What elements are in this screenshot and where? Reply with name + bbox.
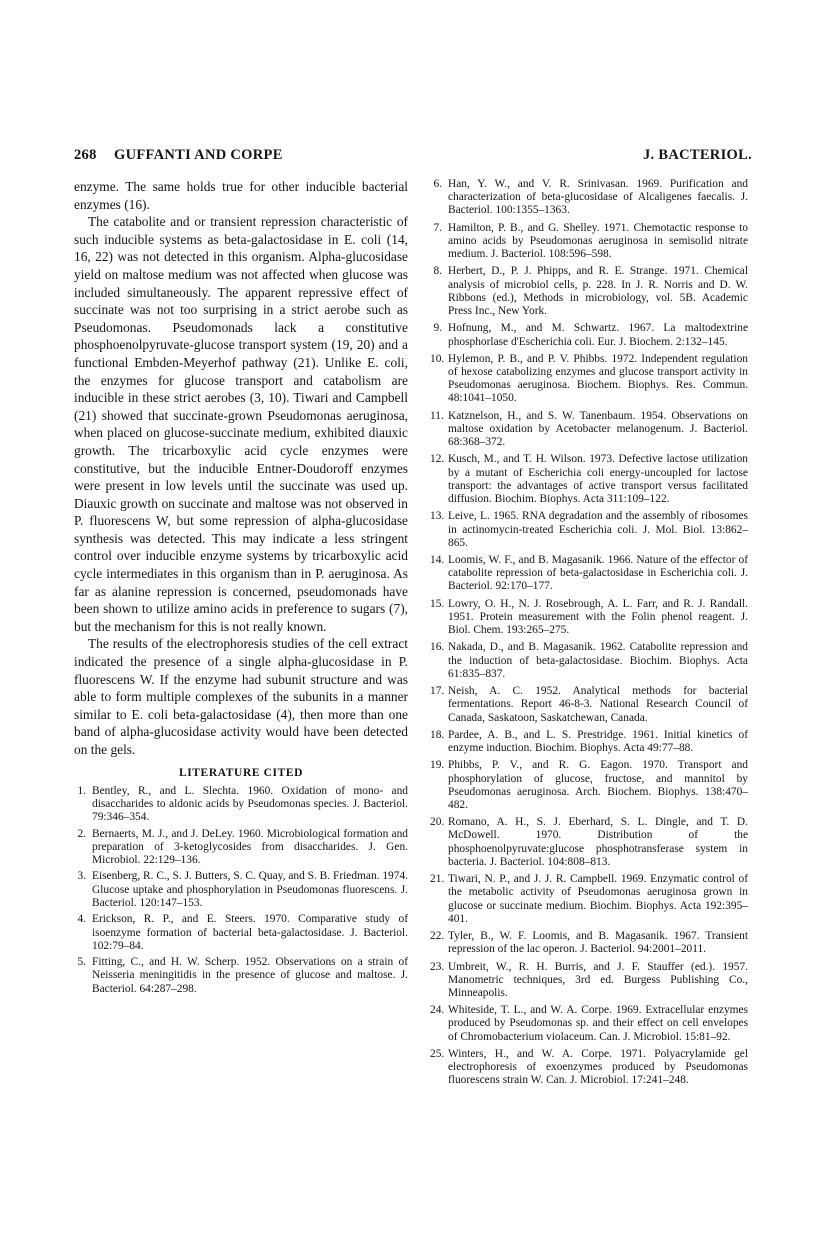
reference-item <box>430 961 748 1001</box>
reference-item <box>430 554 748 594</box>
reference-number: 1. <box>77 784 86 797</box>
reference-text: Winters, H., and W. A. Corpe. 1971. Polyacrylamide gel electrophoresis of exoenzymes produced by Pseudomonas fluorescens strain W. Can. J. Microbiol. 17:241–248. <box>448 1047 748 1087</box>
reference-number: 11. <box>430 409 444 422</box>
running-journal: J. BACTERIOL. <box>642 147 752 163</box>
reference-number: 13. <box>430 510 445 523</box>
reference-item <box>430 598 748 638</box>
reference-item <box>430 1048 748 1088</box>
reference-item <box>430 729 748 755</box>
reference-list-left <box>74 785 408 996</box>
reference-item <box>430 322 748 348</box>
reference-item <box>430 510 748 550</box>
reference-item <box>74 956 408 996</box>
right-column <box>430 178 748 1092</box>
reference-number: 18. <box>430 728 445 741</box>
running-header <box>74 147 752 169</box>
reference-number: 24. <box>430 1004 445 1017</box>
reference-text: Phibbs, P. V., and R. G. Eagon. 1970. Transport and phosphorylation of glucose, fructose, and mannitol by Pseudomonas aeruginosa. Arch. Biochem. Biophys. 138:470–482. <box>448 759 748 811</box>
reference-text: Hofnung, M., and M. Schwartz. 1967. La maltodextrine phosphorlase d'Escherichia coli. Eur. J. Biochem. 2:132–145. <box>448 322 748 348</box>
reference-item <box>430 759 748 812</box>
reference-item <box>430 178 748 218</box>
reference-text: Katznelson, H., and S. W. Tanenbaum. 1954. Observations on maltose oxidation by Acetobacter melanogenum. J. Bacteriol. 68:368–372. <box>448 409 748 449</box>
reference-text: Erickson, R. P., and E. Steers. 1970. Comparative study of isoenzyme formation of bacterial beta-galactosidase. J. Bacteriol. 102:79–84. <box>92 913 408 952</box>
reference-text: Hylemon, P. B., and P. V. Phibbs. 1972. Independent regulation of hexose catabolizing enzymes and glucose transport activity in Pseudomonas aeruginosa. Biochem. Biophys. Res. Commun. 48:1041–1050. <box>448 352 748 405</box>
reference-text: Leive, L. 1965. RNA degradation and the assembly of ribosomes in actinomycin-treated Escherichia coli. J. Mol. Biol. 13:862–865. <box>448 510 748 549</box>
reference-number: 14. <box>430 554 445 567</box>
reference-item <box>430 685 748 725</box>
reference-text: Nakada, D., and B. Magasanik. 1962. Catabolite repression and the induction of beta-galactosidase. Biochim. Biophys. Acta 61:835–837. <box>448 641 748 680</box>
reference-text: Tiwari, N. P., and J. J. R. Campbell. 1969. Enzymatic control of the metabolic activity of Pseudomonas aeruginosa grown in glucose or succinate medium. Biochim. Biophys. Acta 192:395–401. <box>448 873 748 925</box>
reference-item <box>430 353 748 406</box>
discussion-text <box>74 178 408 759</box>
reference-item <box>430 816 748 869</box>
reference-item <box>430 873 748 926</box>
reference-item <box>430 641 748 681</box>
reference-item <box>74 870 408 910</box>
reference-text: Herbert, D., P. J. Phipps, and R. E. Strange. 1971. Chemical analysis of microbiol cells, p. 228. In J. R. Norris and D. W. Ribbons (ed.), Methods in microbiology, vol. 5B. Academic Press Inc., New York. <box>448 265 748 318</box>
reference-item <box>430 410 748 450</box>
reference-number: 2. <box>77 827 86 840</box>
reference-text: Eisenberg, R. C., S. J. Butters, S. C. Quay, and S. B. Friedman. 1974. Glucose uptake and phosphorylation in Pseudomonas fluorescens. J. Bacteriol. 120:147–153. <box>92 870 408 909</box>
reference-text: Whiteside, T. L., and W. A. Corpe. 1969. Extracellular enzymes produced by Pseudomonas sp. and their effect on cell envelopes of Chromobacterium violaceum. Can. J. Microbiol. 15:81–92. <box>448 1004 748 1043</box>
reference-number: 9. <box>433 322 442 335</box>
reference-text: Han, Y. W., and V. R. Srinivasan. 1969. Purification and characterization of beta-glucosidase of Alcaligenes faecalis. J. Bacteriol. 100:1355–1363. <box>448 178 748 217</box>
reference-item <box>430 930 748 956</box>
left-column <box>74 178 408 999</box>
reference-text: Neish, A. C. 1952. Analytical methods for bacterial fermentations. Report 46-8-3. National Research Council of Canada, Saskatoon, Saskatchewan, Canada. <box>448 685 748 724</box>
literature-cited-heading: LITERATURE CITED <box>178 766 304 779</box>
reference-number: 5. <box>77 956 86 969</box>
reference-number: 16. <box>430 641 445 654</box>
reference-text: Pardee, A. B., and L. S. Prestridge. 1961. Initial kinetics of enzyme induction. Biochim. Biophys. Acta 49:77–88. <box>448 728 748 755</box>
reference-item <box>430 1004 748 1044</box>
reference-number: 17. <box>430 685 445 698</box>
reference-text: Lowry, O. H., N. J. Rosebrough, A. L. Farr, and R. J. Randall. 1951. Protein measurement with the Folin phenol reagent. J. Biol. Chem. 193:265–275. <box>448 597 748 637</box>
reference-text: Romano, A. H., S. J. Eberhard, S. L. Dingle, and T. D. McDowell. 1970. Distribution of the phosphoenolpyruvate:glucose phosphotransferase system in bacteria. J. Bacteriol. 104:808–813. <box>448 816 748 868</box>
paragraph: The results of the electrophoresis studies of the cell extract indicated the presence of a single alpha-glucosidase in P. fluorescens W. If the enzyme had subunit structure and was able to form multiple complexes of the subunits in a manner similar to E. coli beta-galactosidase (4), then more than one band of alpha-glucosidase activity would have been detected on the gels. <box>74 636 408 757</box>
reference-number: 25. <box>430 1047 445 1060</box>
reference-number: 6. <box>433 178 442 190</box>
reference-text: Fitting, C., and H. W. Scherp. 1952. Observations on a strain of Neisseria meningitidis in the presence of glucose and maltose. J. Bacteriol. 64:287–298. <box>92 956 408 995</box>
reference-number: 15. <box>430 597 445 610</box>
reference-item <box>74 828 408 868</box>
reference-item <box>74 913 408 953</box>
reference-text: Umbreit, W., R. H. Burris, and J. F. Stauffer (ed.). 1957. Manometric techniques, 3rd ed. Burgess Publishing Co., Minneapolis. <box>448 960 748 999</box>
reference-number: 23. <box>430 960 445 973</box>
page-number: 268 <box>74 147 97 163</box>
reference-number: 3. <box>77 870 86 883</box>
reference-text: Bentley, R., and L. Slechta. 1960. Oxidation of mono- and disaccharides to aldonic acids by Pseudomonas species. J. Bacteriol. 79:346–354. <box>92 784 408 823</box>
reference-text: Bernaerts, M. J., and J. DeLey. 1960. Microbiological formation and preparation of 3-ketoglycosides from disaccharides. J. Gen. Microbiol. 22:129–136. <box>92 827 408 866</box>
reference-text: Hamilton, P. B., and G. Shelley. 1971. Chemotactic response to amino acids by Pseudomonas aeruginosa in semisolid nitrate medium. J. Bacteriol. 108:596–598. <box>448 221 748 261</box>
reference-item <box>430 265 748 318</box>
reference-text: Kusch, M., and T. H. Wilson. 1973. Defective lactose utilization by a mutant of Escherichia coli energy-uncoupled for lactose transport: the advantages of active transport versus facilitated diffusion. Biochim. Biophys. Acta 311:109–122. <box>448 453 748 506</box>
reference-number: 8. <box>433 265 442 278</box>
reference-number: 12. <box>430 453 445 466</box>
reference-number: 7. <box>433 221 442 234</box>
reference-text: Tyler, B., W. F. Loomis, and B. Magasanik. 1967. Transient repression of the lac operon. J. Bacteriol. 94:2001–2011. <box>448 930 748 956</box>
paragraph: The catabolite and or transient repression characteristic of such inducible systems as beta-galactosidase in E. coli (14, 16, 22) was not detected in this organism. Alpha-glucosidase yield on maltose medium was not affected when glucose was included simultaneously. The apparent repressive effect of succinate was not too surprising in a strict aerobe such as Pseudomonas. Pseudomonads lack a constitutive phosphoenolpyruvate-glucose transport system (19, 20) and a functional Embden-Meyerhof pathway (21). Unlike E. coli, the enzymes for glucose transport and catabolism are inducible in these strict aerobes (3, 10). Tiwari and Campbell (21) showed that succinate-grown Pseudomonas aeruginosa, when placed on glucose-succinate medium, exhibited diauxic growth. The tricarboxylic acid cycle enzymes were constitutive, but the inducible Entner-Doudoroff enzymes were present in low levels until the succinate was used up. Diauxic growth on succinate and maltose was not observed in P. fluorescens W, but some repression of alpha-glucosidase synthesis was detected. This may indicate a less stringent control over inducible enzyme systems by tricarboxylic acid cycle intermediates in this organism than in P. aeruginosa. As far as alanine repression is concerned, pseudomonads have been shown to utilize amino acids in preference to sugars (7), but the mechanism for this is not really known. <box>74 214 408 634</box>
running-authors: GUFFANTI AND CORPE <box>114 147 283 163</box>
reference-number: 10. <box>430 352 445 365</box>
reference-number: 19. <box>430 759 445 772</box>
reference-number: 21. <box>430 873 445 886</box>
reference-text: Loomis, W. F., and B. Magasanik. 1966. Nature of the effector of catabolite repression of beta-galactosidase in Escherichia coli. J. Bacteriol. 92:170–177. <box>448 554 748 593</box>
reference-number: 20. <box>430 816 445 829</box>
reference-item <box>430 453 748 506</box>
reference-list-right <box>430 178 748 1088</box>
paragraph: enzyme. The same holds true for other inducible bacterial enzymes (16). <box>74 179 408 212</box>
reference-item <box>430 222 748 262</box>
reference-number: 22. <box>430 930 445 943</box>
reference-number: 4. <box>77 913 86 926</box>
reference-item <box>74 785 408 825</box>
